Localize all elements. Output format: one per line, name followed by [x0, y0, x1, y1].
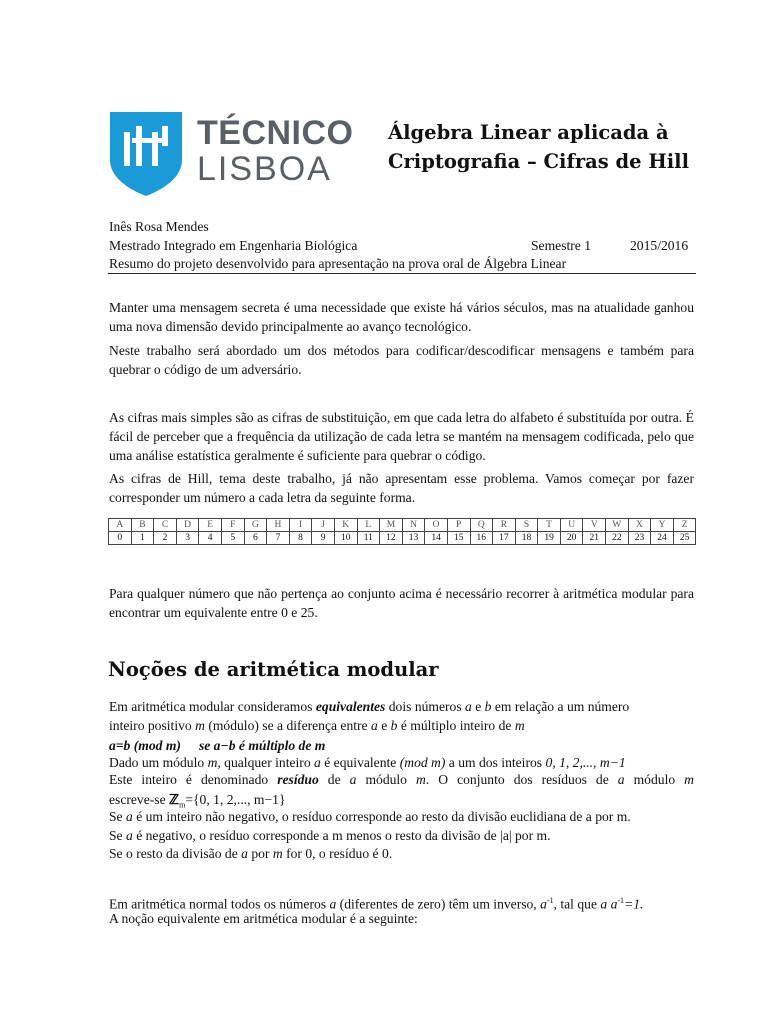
number-cell: 0	[109, 532, 132, 545]
alphabet-table	[108, 518, 696, 545]
number-cell: 5	[221, 532, 244, 545]
number-cell: 7	[267, 532, 290, 545]
letter-cell: Y	[651, 519, 674, 532]
number-cell: 6	[244, 532, 267, 545]
text-line-10: Em aritmética normal todos os números a (diferentes de zero) têm um inverso, $a^{-1}$, tal que a $a^{-1}=1$.	[109, 896, 644, 912]
text-line-6: escreve-se ℤ$_m$={0, 1, 2,..., m−1}	[109, 792, 286, 810]
title-line-2: Criptografia – Cifras de Hill	[388, 150, 690, 173]
logo-line-1: TÉCNICO	[197, 114, 354, 152]
letter-cell: N	[402, 519, 425, 532]
letter-cell: K	[334, 519, 357, 532]
letter-cell: S	[515, 519, 538, 532]
letter-cell: M	[380, 519, 403, 532]
text-line-7: Se a é um inteiro não negativo, o resíduo corresponde ao resto da divisão euclidiana de a por m.	[109, 809, 631, 824]
text-line-5: Este inteiro é denominado resíduo de a módulo m. O conjunto dos resíduos de a módulo m	[109, 772, 694, 787]
number-cell: 23	[628, 532, 651, 545]
number-cell: 1	[131, 532, 154, 545]
number-cell: 11	[357, 532, 380, 545]
logo-line-2: LISBOA	[197, 150, 332, 188]
letter-cell: A	[109, 519, 132, 532]
number-cell: 12	[380, 532, 403, 545]
intro-paragraph-5: Para qualquer número que não pertença ao conjunto acima é necessário recorrer à aritmética modular para encontrar um equivalente entre 0 e 25.	[109, 586, 694, 620]
letter-cell: W	[606, 519, 629, 532]
letter-cell: H	[267, 519, 290, 532]
number-cell: 16	[470, 532, 493, 545]
section-heading: Noções de aritmética modular	[108, 658, 439, 681]
letters-row	[109, 519, 696, 532]
intro-paragraph-3: As cifras mais simples são as cifras de substituição, em que cada letra do alfabeto é substituída por outra. É fácil de perceber que a frequência da utilização de cada letra se mantém na mensagem codificada, pelo que uma análise estatística geralmente é suficiente para quebrar o código.	[109, 410, 694, 463]
number-cell: 10	[334, 532, 357, 545]
number-cell: 21	[583, 532, 606, 545]
intro-paragraph-1: Manter uma mensagem secreta é uma necessidade que existe há vários séculos, mas na atualidade ganhou uma nova dimensão devido principalmente ao avanço tecnológico.	[109, 300, 694, 334]
number-cell: 4	[199, 532, 222, 545]
number-cell: 14	[425, 532, 448, 545]
letter-cell: L	[357, 519, 380, 532]
text-line-8: Se a é negativo, o resíduo corresponde a m menos o resto da divisão de |a| por m.	[109, 828, 551, 843]
letter-cell: R	[493, 519, 516, 532]
ist-shield-logo	[110, 112, 182, 196]
number-cell: 15	[447, 532, 470, 545]
number-cell: 17	[493, 532, 516, 545]
letter-cell: F	[221, 519, 244, 532]
number-cell: 19	[538, 532, 561, 545]
title-line-1: Álgebra Linear aplicada à	[388, 121, 669, 144]
letter-cell: J	[312, 519, 335, 532]
text-line-9: Se o resto da divisão de a por m for 0, o resíduo é 0.	[109, 846, 393, 861]
numbers-row	[109, 532, 696, 545]
intro-paragraph-2: Neste trabalho será abordado um dos métodos para codificar/descodificar mensagens e também para quebrar o código de um adversário.	[109, 343, 694, 377]
text-line-1: Em aritmética modular consideramos equivalentes dois números a e b em relação a um número	[109, 699, 630, 714]
letter-cell: E	[199, 519, 222, 532]
logo-wordmark	[197, 116, 354, 186]
number-cell: 9	[312, 532, 335, 545]
letter-cell: T	[538, 519, 561, 532]
number-cell: 2	[154, 532, 177, 545]
letter-cell: Q	[470, 519, 493, 532]
letter-cell: Z	[673, 519, 696, 532]
letter-cell: O	[425, 519, 448, 532]
number-cell: 3	[176, 532, 199, 545]
letter-cell: G	[244, 519, 267, 532]
academic-year: 2015/2016	[630, 238, 689, 253]
letter-cell: X	[628, 519, 651, 532]
number-cell: 22	[606, 532, 629, 545]
letter-cell: U	[560, 519, 583, 532]
letter-cell: V	[583, 519, 606, 532]
semester: Semestre 1	[531, 238, 592, 253]
definition-line: a=b (mod m) se a−b é múltiplo de m	[109, 738, 326, 753]
number-cell: 13	[402, 532, 425, 545]
intro-paragraph-4: As cifras de Hill, tema deste trabalho, já não apresentam esse problema. Vamos começar por fazer corresponder um número a cada letra da seguinte forma.	[109, 471, 694, 505]
number-cell: 25	[673, 532, 696, 545]
letter-cell: I	[289, 519, 312, 532]
number-cell: 8	[289, 532, 312, 545]
text-line-2: inteiro positivo m (módulo) se a diferença entre a e b é múltiplo inteiro de m	[109, 718, 525, 733]
letter-cell: P	[447, 519, 470, 532]
author-name: Inês Rosa Mendes	[109, 219, 209, 234]
document-title	[388, 118, 689, 176]
letter-cell: B	[131, 519, 154, 532]
number-cell: 20	[560, 532, 583, 545]
letter-cell: C	[154, 519, 177, 532]
text-line-11: A noção equivalente em aritmética modular é a seguinte:	[109, 911, 418, 926]
number-cell: 24	[651, 532, 674, 545]
text-line-4: Dado um módulo m, qualquer inteiro a é equivalente (mod m) a um dos inteiros 0, 1, 2,..., m−1	[109, 755, 626, 770]
program-name: Mestrado Integrado em Engenharia Biológica	[109, 238, 358, 253]
header-divider	[108, 273, 696, 274]
number-cell: 18	[515, 532, 538, 545]
letter-cell: D	[176, 519, 199, 532]
summary-line: Resumo do projeto desenvolvido para apresentação na prova oral de Álgebra Linear	[109, 256, 567, 271]
